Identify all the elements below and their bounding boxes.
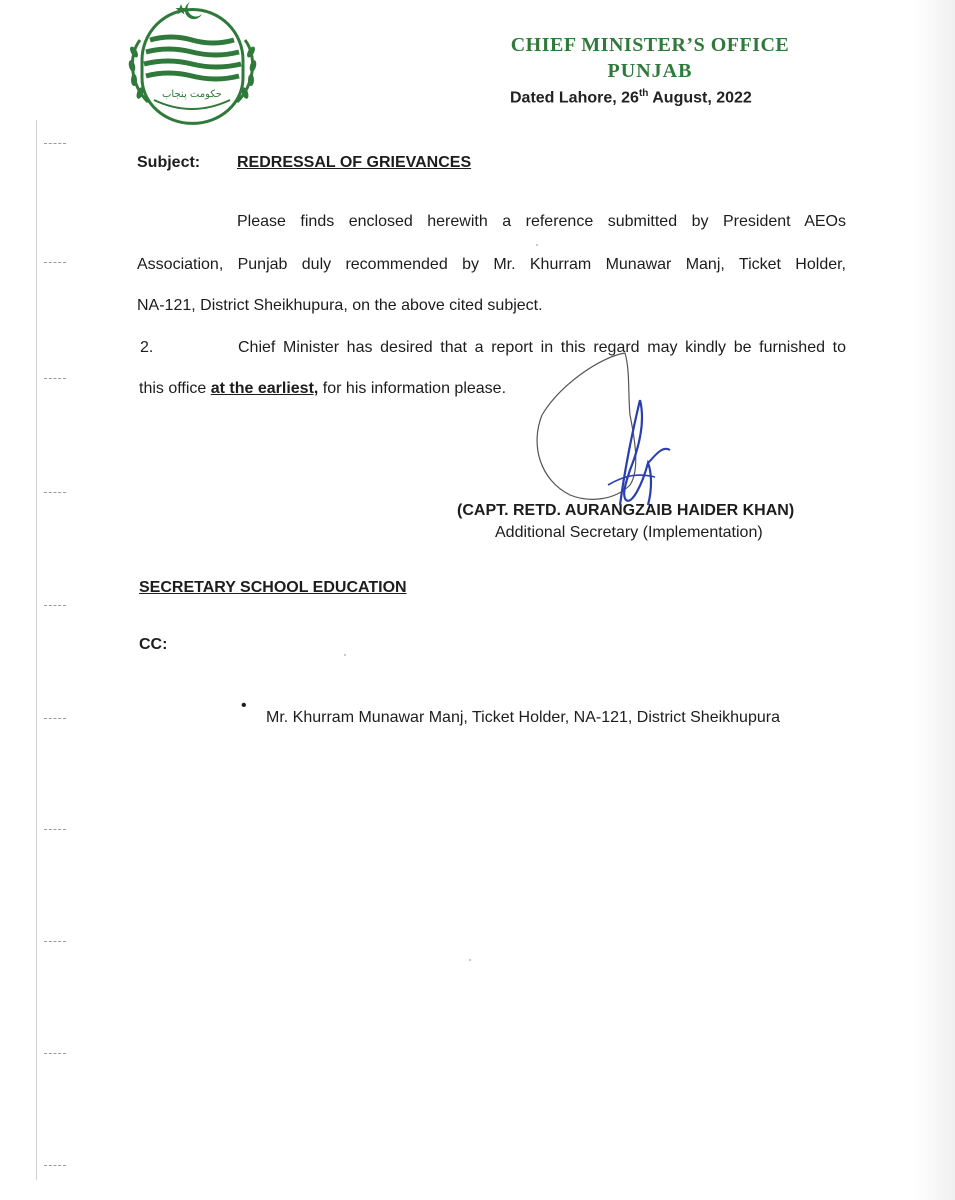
cc-label: CC: — [139, 636, 168, 653]
cc-item: Mr. Khurram Munawar Manj, Ticket Holder, NA-121, District Sheikhupura — [266, 709, 780, 726]
paragraph-2-line-1: Chief Minister has desired that a report in this regard may kindly be furnished to — [238, 339, 846, 356]
scan-speck — [469, 959, 471, 961]
scan-speck — [344, 654, 346, 656]
signatory-title: Additional Secretary (Implementation) — [495, 524, 763, 541]
margin-mark — [44, 1053, 66, 1055]
paragraph-1-line-2: Association, Punjab duly recommended by Mr. Khurram Munawar Manj, Ticket Holder, — [137, 256, 846, 273]
margin-mark — [44, 492, 66, 494]
paragraph-2-number: 2. — [140, 339, 154, 356]
margin-mark — [44, 378, 66, 380]
margin-mark — [44, 143, 66, 145]
paragraph-1-line-3: NA-121, District Sheikhupura, on the above cited subject. — [137, 297, 543, 314]
scan-speck — [536, 244, 538, 246]
letter-date: Dated Lahore, 26th August, 2022 — [510, 88, 752, 107]
subject-value: REDRESSAL OF GRIEVANCES — [237, 154, 472, 171]
subject-label: Subject: — [137, 154, 201, 171]
margin-mark — [44, 829, 66, 831]
signatory-name: (CAPT. RETD. AURANGZAIB HAIDER KHAN) — [457, 502, 795, 519]
margin-mark — [44, 718, 66, 720]
margin-mark — [44, 941, 66, 943]
bullet-icon: • — [241, 697, 247, 714]
svg-text:حکومت پنجاب: حکومت پنجاب — [162, 89, 222, 100]
margin-mark — [44, 1165, 66, 1167]
handwritten-signature — [530, 345, 710, 530]
letterhead-office: CHIEF MINISTER’S OFFICE — [510, 34, 790, 56]
paragraph-2-line-2: this office at the earliest, for his information please. — [139, 380, 507, 397]
addressee: SECRETARY SCHOOL EDUCATION — [139, 579, 407, 596]
margin-mark — [44, 262, 66, 264]
letterhead-province: PUNJAB — [607, 60, 693, 82]
paragraph-1-line-1: Please finds enclosed herewith a reference submitted by President AEOs — [237, 213, 846, 230]
margin-line — [36, 120, 37, 1180]
page-edge-shadow — [915, 0, 955, 1200]
margin-mark — [44, 605, 66, 607]
punjab-emblem-logo — [120, 0, 265, 125]
